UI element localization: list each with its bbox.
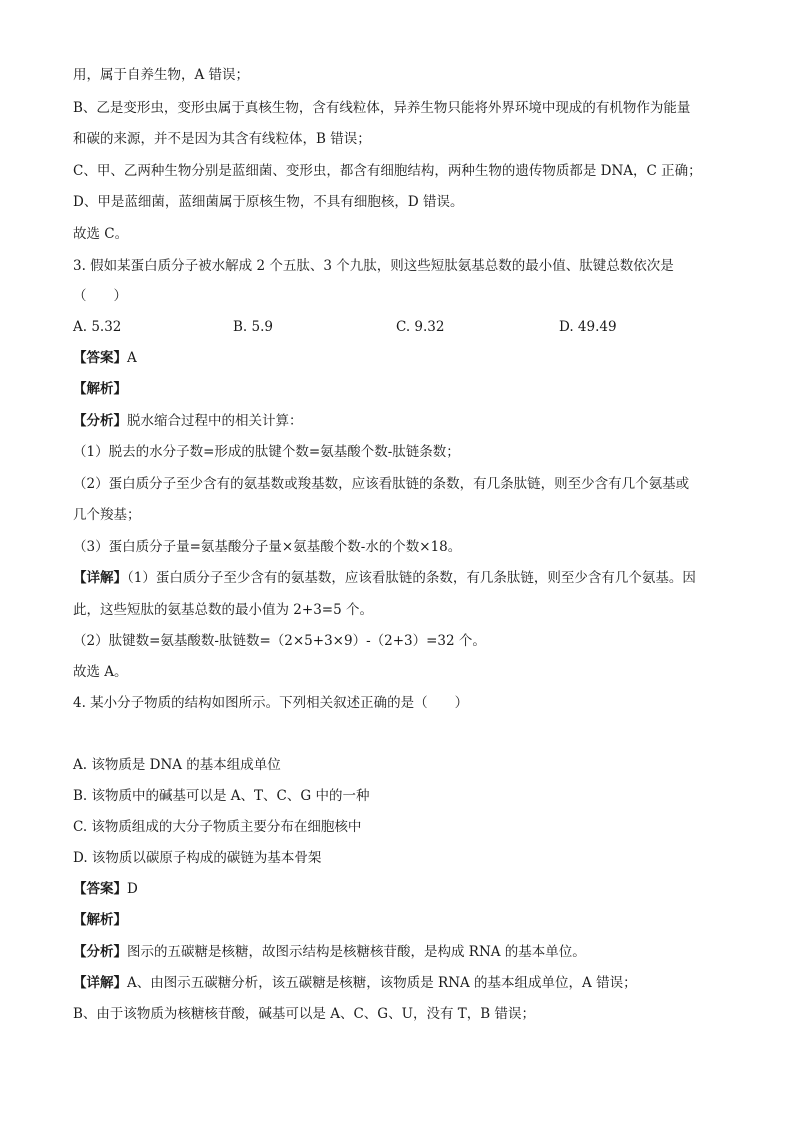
text-line: C、甲、乙两种生物分别是蓝细菌、变形虫，都含有细胞结构，两种生物的遗传物质都是 DNA，C 正确； [73,163,702,179]
text-line: （2）蛋白质分子至少含有的氨基数或羧基数，应该看肽链的条数，有几条肽链，则至少含有几个氨基或 [73,476,690,492]
text-line: （2）肽键数=氨基酸数-肽链数=（2×5+3×9）-（2+3）=32 个。 [73,633,486,649]
question-3-stem: 3. 假如某蛋白质分子被水解成 2 个五肽、3 个九肽，则这些短肽氨基总数的最小值、肽键总数依次是 [73,258,674,274]
q3-answer [73,348,137,368]
q4-detail: 【详解】A、由图示五碳糖分析，该五碳糖是核糖，该物质是 RNA 的基本组成单位，A 错误； [73,975,637,991]
text-line: D、甲是蓝细菌，蓝细菌属于原核生物，不具有细胞核，D 错误。 [73,194,464,210]
q4-option-a: A. 该物质是 DNA 的基本组成单位 [73,757,281,773]
question-3-blank: （ ） [73,288,127,304]
q4-fenxi: 【分析】图示的五碳糖是核糖，故图示结构是核糖核苷酸，是构成 RNA 的基本单位。 [73,944,586,960]
q3-fenxi: 【分析】脱水缩合过程中的相关计算： [73,413,303,429]
q3-option-c: C. 9.32 [396,319,445,335]
answer-value: A [127,350,137,366]
text-line: 几个羧基； [73,507,141,523]
question-4-stem: 4. 某小分子物质的结构如图所示。下列相关叙述正确的是（ ） [73,695,469,711]
q3-detail: 【详解】（1）蛋白质分子至少含有的氨基数，应该看肽链的条数，有几条肽链，则至少含有几个氨基。因 [73,570,696,586]
q4-analysis-tag: 【解析】 [73,912,127,928]
text-line: 和碳的来源，并不是因为其含有线粒体，B 错误； [73,131,371,147]
answer-tag: 【答案】 [73,350,127,366]
q4-answer: 【答案】D [73,881,138,897]
text-line: 用，属于自养生物，A 错误； [73,67,250,83]
text-line: B、乙是变形虫，变形虫属于真核生物，含有线粒体，异养生物只能将外界环境中现成的有机物作为能量 [73,100,691,116]
q3-analysis-tag: 【解析】 [73,381,127,397]
text-line: 故选 C。 [73,226,129,242]
text-line: B、由于该物质为核糖核苷酸，碱基可以是 A、C、G、U，没有 T，B 错误； [73,1006,535,1022]
q3-option-b: B. 5.9 [233,319,273,335]
q3-option-d: D. 49.49 [559,319,617,335]
q4-option-d: D. 该物质以碳原子构成的碳链为基本骨架 [73,850,322,866]
text-line: 故选 A。 [73,664,128,680]
q4-option-b: B. 该物质中的碱基可以是 A、T、C、G 中的一种 [73,788,370,804]
text-line: （1）脱去的水分子数=形成的肽键个数=氨基酸个数-肽链条数； [73,444,460,460]
q4-option-c: C. 该物质组成的大分子物质主要分布在细胞核中 [73,819,362,835]
text-line: （3）蛋白质分子量=氨基酸分子量×氨基酸个数-水的个数×18。 [73,539,462,555]
q3-option-a: A. 5.32 [73,319,122,335]
text-line: 此，这些短肽的氨基总数的最小值为 2+3=5 个。 [73,602,373,618]
